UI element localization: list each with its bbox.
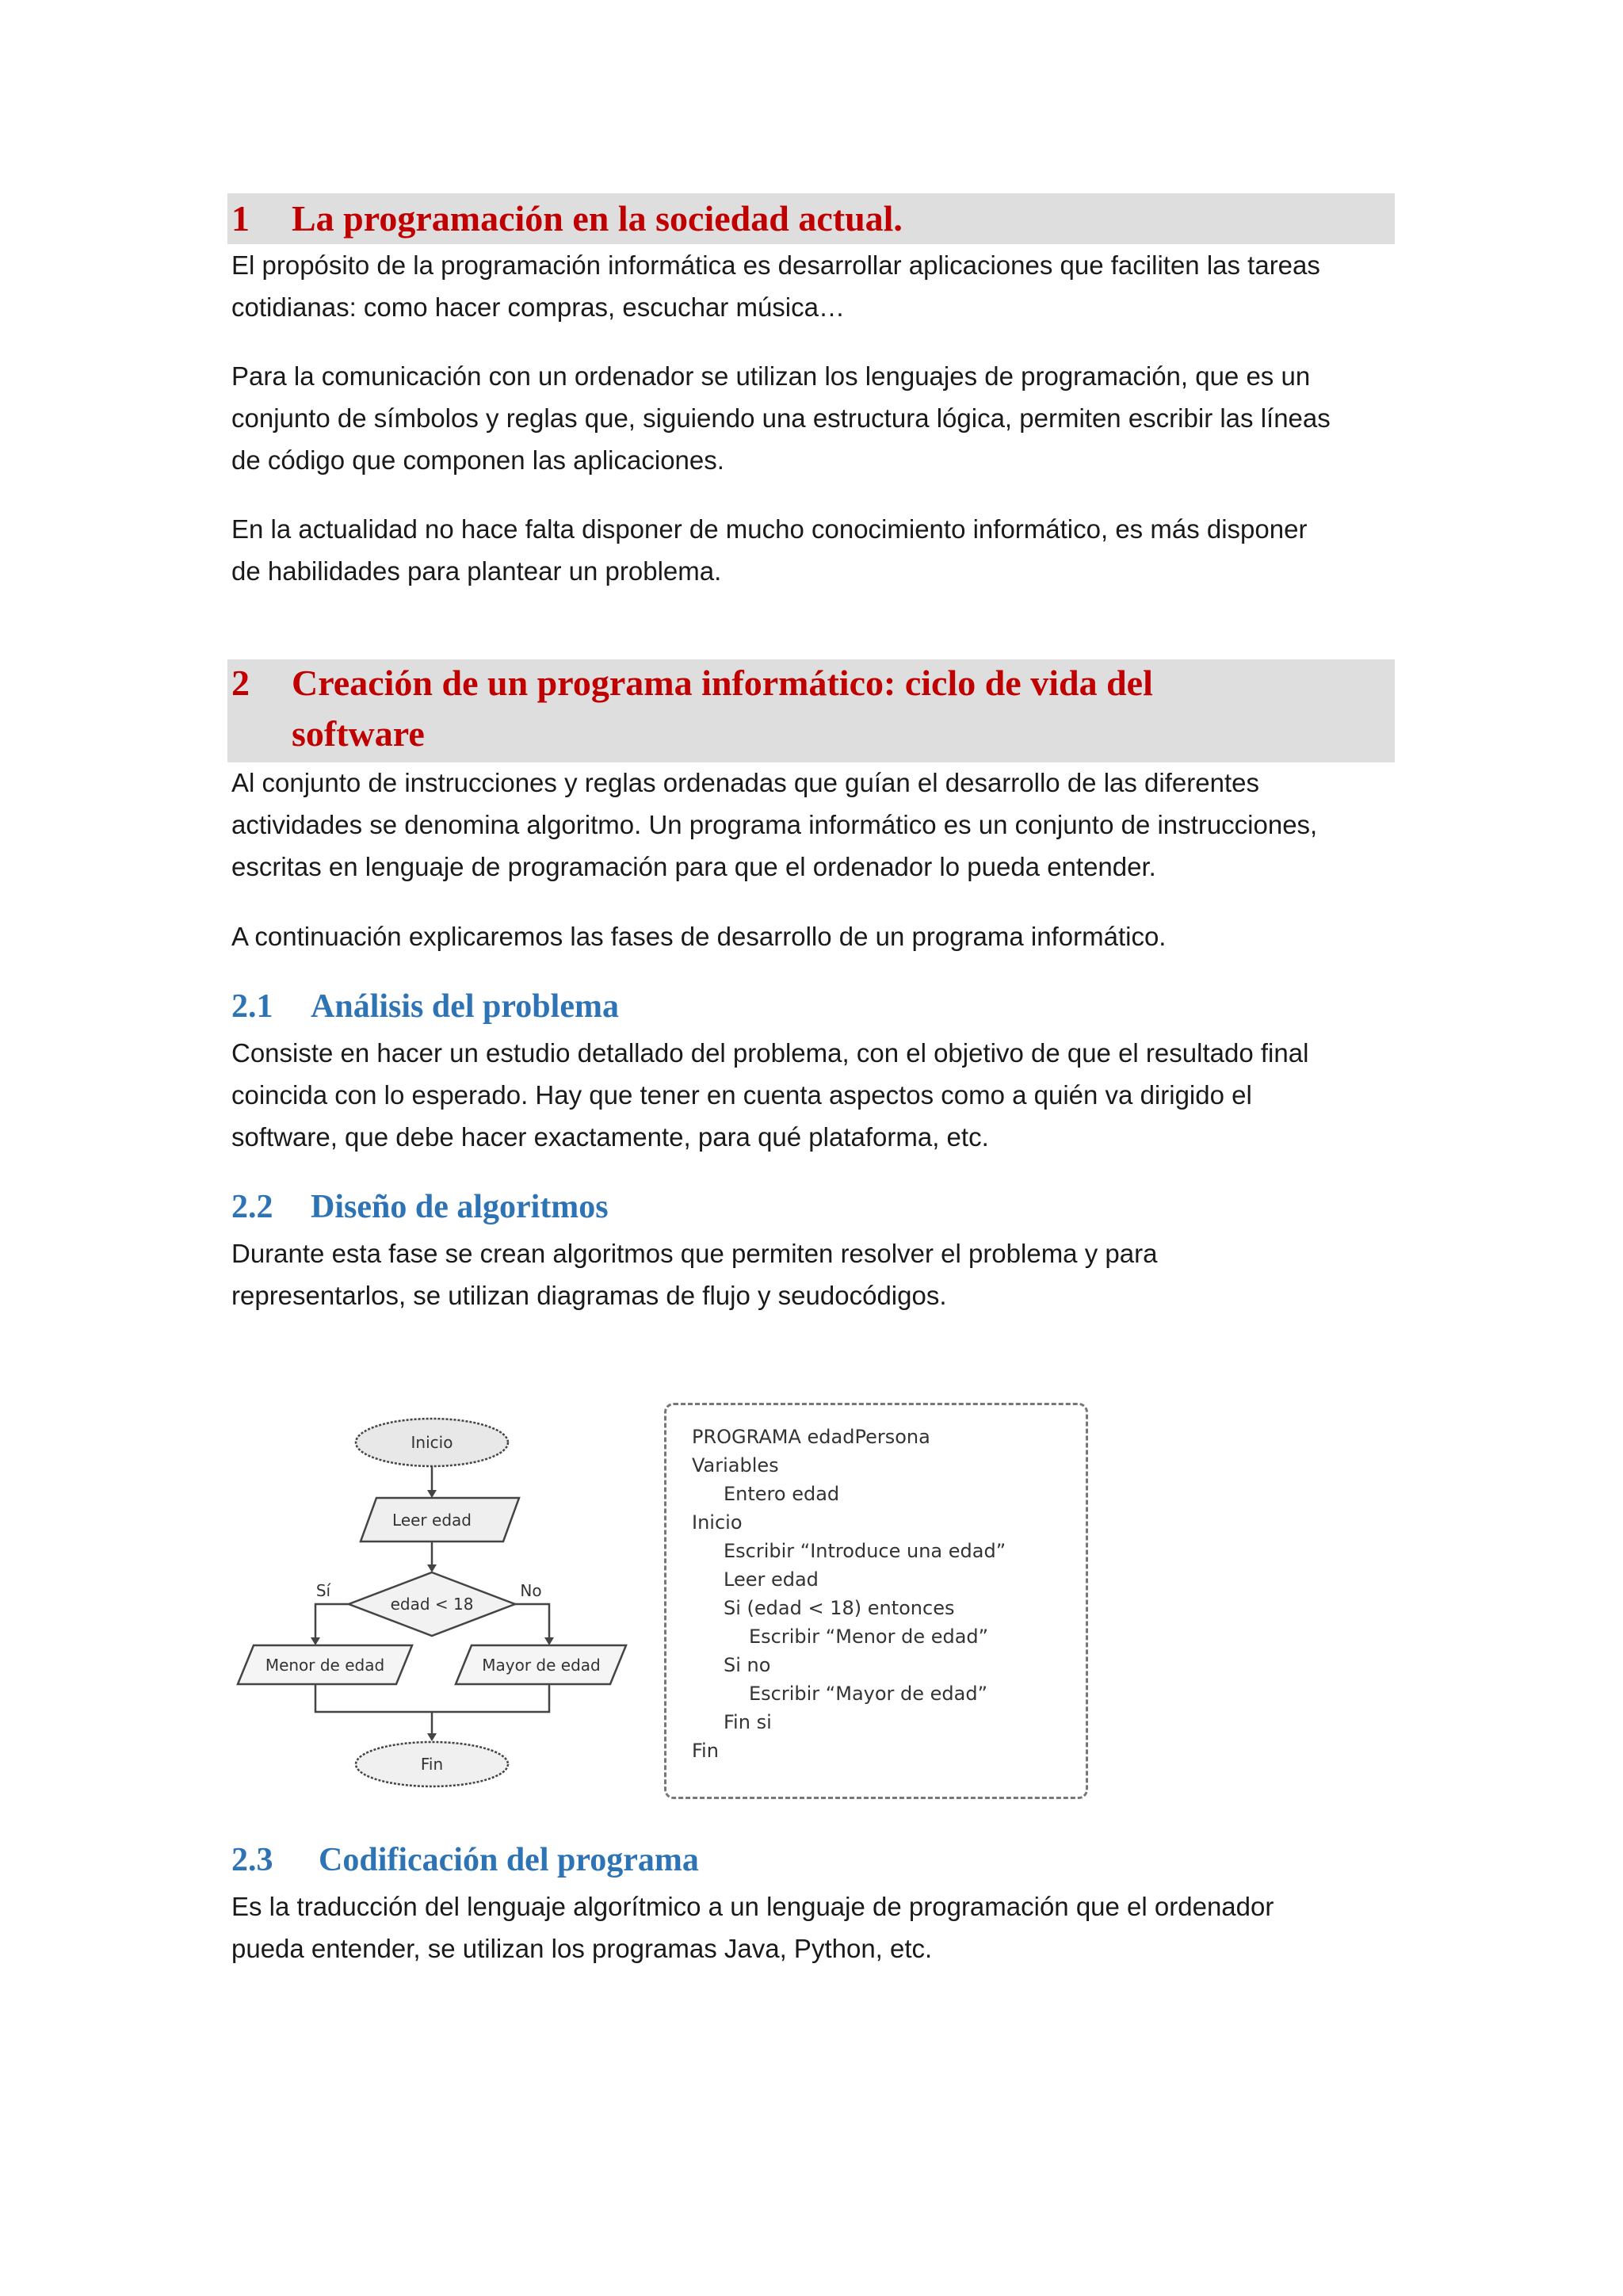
pseudocode-line: Escribir “Menor de edad” [749,1626,989,1648]
pseudocode-line: Variables [692,1454,779,1477]
section-2-number: 2 [231,663,250,703]
yes-output-label: Menor de edad [265,1656,385,1675]
flowchart-diagram [230,1395,642,1807]
paragraph [231,1032,1396,1158]
pseudocode-line: Leer edad [724,1568,819,1591]
paragraph-line: El propósito de la programación informática es desarrollar aplicaciones que faciliten las tareas [231,250,1320,280]
paragraph-line: Durante esta fase se crean algoritmos que permiten resolver el problema y para [231,1239,1158,1268]
paragraph [231,1885,1396,1969]
section-2-heading [231,658,1153,709]
pseudocode-line: Escribir “Introduce una edad” [724,1540,1006,1562]
paragraph [231,508,1396,592]
paragraph-line: En la actualidad no hace falta disponer de mucho conocimiento informático, es más disponer [231,514,1308,544]
paragraph [231,355,1396,481]
paragraph-line: Es la traducción del lenguaje algorítmico a un lenguaje de programación que el ordenador [231,1892,1274,1921]
no-label: No [520,1581,542,1600]
pseudocode-line: Si no [724,1654,771,1676]
paragraph-line: A continuación explicaremos las fases de desarrollo de un programa informático. [231,922,1167,951]
flow-line [315,1684,549,1712]
start-label: Inicio [411,1433,453,1452]
paragraph-line: actividades se denomina algoritmo. Un programa informático es un conjunto de instrucciones, [231,810,1318,839]
read-label: Leer edad [392,1511,472,1530]
section-2-1-title: Análisis del problema [311,988,619,1025]
paragraph-line: de código que componen las aplicaciones. [231,445,724,475]
paragraph-line: representarlos, se utilizan diagramas de flujo y seudocódigos. [231,1281,947,1310]
pseudocode-line: Escribir “Mayor de edad” [749,1683,988,1705]
arrow-head [427,1733,437,1741]
section-2-2-title: Diseño de algoritmos [311,1189,609,1225]
paragraph-line: cotidianas: como hacer compras, escuchar música… [231,292,845,322]
section-2-title: Creación de un programa informático: ciclo de vida del [292,663,1153,703]
section-2-1-heading [231,984,619,1029]
end-label: Fin [420,1755,444,1774]
arrow-head [427,1564,437,1572]
pseudocode-line: Si (edad < 18) entonces [724,1597,955,1619]
paragraph [231,915,1396,957]
condition-label: edad < 18 [390,1595,474,1614]
no-output-label: Mayor de edad [482,1656,601,1675]
paragraph-line: software, que debe hacer exactamente, para qué plataforma, etc. [231,1122,989,1152]
paragraph-line: escritas en lenguaje de programación para que el ordenador lo pueda entender. [231,852,1156,881]
section-2-3-number: 2.3 [231,1842,273,1878]
yes-label: Sí [315,1581,331,1600]
section-2-3-title: Codificación del programa [319,1842,699,1878]
arrow-head [544,1637,554,1645]
pseudocode-line: Entero edad [724,1483,840,1505]
section-1-heading [231,193,903,244]
pseudocode-line: Fin si [724,1711,772,1733]
paragraph [231,244,1396,328]
arrow-head [427,1490,437,1498]
paragraph-line: Consiste en hacer un estudio detallado del problema, con el objetivo de que el resultado final [231,1038,1309,1068]
flow-arrow [515,1604,549,1644]
pseudocode-line: PROGRAMA edadPersona [692,1426,930,1448]
section-2-2-heading [231,1185,609,1229]
section-2-title-continued: software [292,713,425,754]
section-2-heading-continued [292,709,425,759]
section-1-title: La programación en la sociedad actual. [292,198,903,239]
paragraph [231,762,1396,888]
flow-arrow [315,1604,349,1644]
paragraph [231,1232,1396,1316]
section-1-number: 1 [231,198,250,239]
paragraph-line: de habilidades para plantear un problema. [231,556,722,586]
pseudocode-box [664,1403,1088,1799]
paragraph-line: conjunto de símbolos y reglas que, siguiendo una estructura lógica, permiten escribir las líneas [231,403,1331,433]
section-2-3-heading [231,1838,699,1882]
section-2-2-number: 2.2 [231,1189,273,1225]
paragraph-line: pueda entender, se utilizan los programas Java, Python, etc. [231,1934,933,1963]
paragraph-line: Para la comunicación con un ordenador se utilizan los lenguajes de programación, que es un [231,361,1311,391]
section-2-1-number: 2.1 [231,988,273,1025]
pseudocode-line: Fin [692,1740,719,1762]
paragraph-line: coincida con lo esperado. Hay que tener en cuenta aspectos como a quién va dirigido el [231,1080,1252,1110]
paragraph-line: Al conjunto de instrucciones y reglas ordenadas que guían el desarrollo de las diferentes [231,768,1259,797]
arrow-head [311,1637,320,1645]
pseudocode-line: Inicio [692,1511,743,1534]
